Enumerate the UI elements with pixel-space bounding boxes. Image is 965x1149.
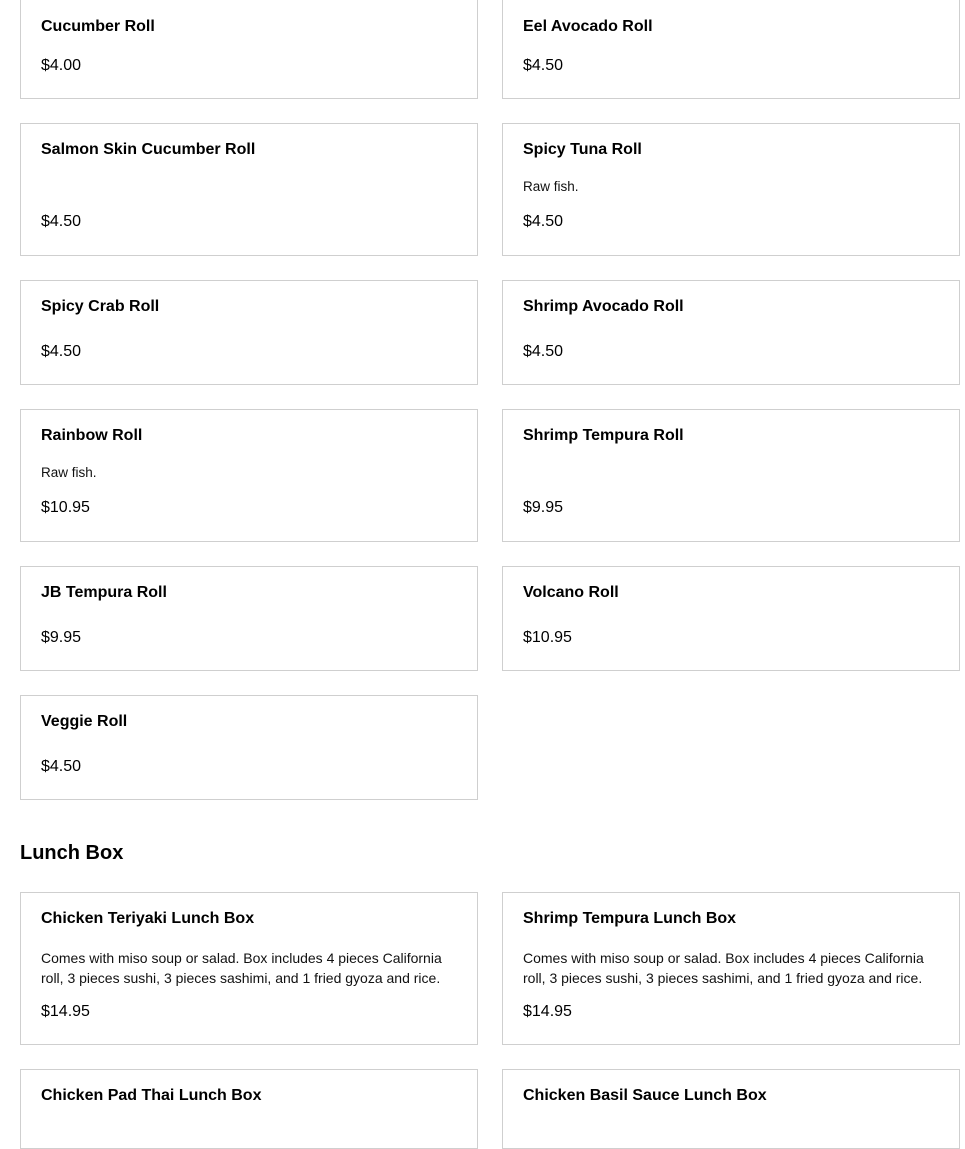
menu-item-card[interactable] — [20, 695, 478, 800]
item-description: Raw fish. — [41, 465, 97, 480]
item-name: Shrimp Tempura Roll — [523, 427, 684, 444]
item-name: Spicy Crab Roll — [41, 298, 160, 315]
item-name: Eel Avocado Roll — [523, 18, 653, 35]
item-price: $14.95 — [41, 1003, 90, 1020]
section-title: Lunch Box — [20, 842, 124, 864]
item-name: Chicken Basil Sauce Lunch Box — [523, 1087, 767, 1104]
item-price: $14.95 — [523, 1003, 572, 1020]
item-name: Chicken Teriyaki Lunch Box — [41, 910, 255, 927]
menu-item-card[interactable] — [502, 566, 960, 671]
item-price: $4.50 — [41, 343, 82, 360]
item-price: $10.95 — [523, 629, 572, 646]
menu-item-card[interactable] — [20, 1069, 478, 1149]
menu-item-card[interactable] — [20, 892, 478, 1045]
item-price: $4.50 — [523, 213, 564, 230]
item-name: JB Tempura Roll — [41, 584, 167, 601]
item-name: Rainbow Roll — [41, 427, 143, 444]
menu-item-card[interactable] — [20, 280, 478, 385]
item-price: $9.95 — [523, 499, 564, 516]
item-description: Comes with miso soup or salad. Box includes 4 pieces California roll, 3 pieces sushi, 3 pieces sashimi, and 1 fried gyoza and rice. — [41, 950, 442, 986]
menu-item-card[interactable] — [502, 280, 960, 385]
item-name: Spicy Tuna Roll — [523, 141, 642, 158]
item-price: $4.50 — [523, 57, 564, 74]
item-price: $9.95 — [41, 629, 82, 646]
menu-item-card[interactable] — [502, 409, 960, 542]
item-name: Volcano Roll — [523, 584, 619, 601]
menu-item-card[interactable] — [20, 123, 478, 256]
item-price: $4.50 — [523, 343, 564, 360]
item-description: Raw fish. — [523, 179, 579, 194]
item-name: Shrimp Avocado Roll — [523, 298, 684, 315]
item-name: Salmon Skin Cucumber Roll — [41, 141, 256, 158]
item-description: Comes with miso soup or salad. Box includes 4 pieces California roll, 3 pieces sushi, 3 pieces sashimi, and 1 fried gyoza and rice. — [523, 950, 924, 986]
item-name: Chicken Pad Thai Lunch Box — [41, 1087, 262, 1104]
menu-item-card[interactable] — [502, 1069, 960, 1149]
item-name: Veggie Roll — [41, 713, 128, 730]
item-price: $10.95 — [41, 499, 90, 516]
item-name: Cucumber Roll — [41, 18, 155, 35]
item-name: Shrimp Tempura Lunch Box — [523, 910, 737, 927]
menu-item-card[interactable] — [502, 892, 960, 1045]
menu-item-card[interactable] — [20, 0, 478, 99]
item-price: $4.00 — [41, 57, 82, 74]
item-price: $4.50 — [41, 758, 82, 775]
menu-item-card[interactable] — [20, 566, 478, 671]
item-price: $4.50 — [41, 213, 82, 230]
menu-item-card[interactable] — [20, 409, 478, 542]
menu-item-card[interactable] — [502, 0, 960, 99]
menu-item-card[interactable] — [502, 123, 960, 256]
